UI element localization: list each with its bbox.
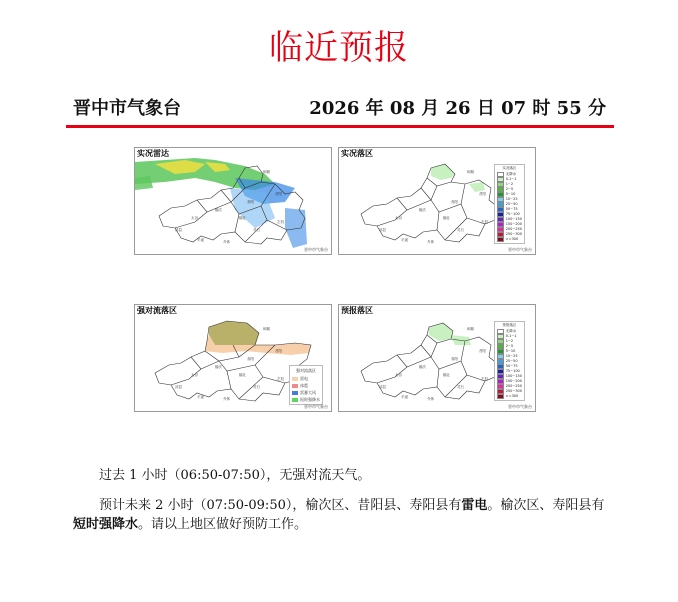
thunder-emphasis: 雷电 (461, 498, 488, 513)
past-hour-text: 过去 1 小时（06:50-07:50），无强对流天气。 (99, 468, 371, 483)
district-label: 昔阳 (275, 349, 282, 353)
district-label: 左权 (481, 377, 488, 381)
convective-legend-items (292, 375, 320, 403)
district-label: 昔阳 (479, 192, 486, 196)
district-label: 寿阳 (247, 200, 254, 204)
legend-swatch (292, 377, 298, 381)
district-label: 左权 (277, 220, 284, 224)
legend-label: 无降水 (505, 329, 517, 333)
forecast-legend-items (497, 329, 522, 399)
district-label: 介休 (223, 240, 230, 244)
district-label: 平遥 (401, 395, 408, 399)
forecast-legend (494, 321, 525, 401)
observed-panel (338, 147, 536, 255)
legend-item (292, 382, 320, 389)
convective-legend-title: 强对流落区 (296, 368, 316, 373)
district-label: 和顺 (263, 170, 270, 174)
forecast-summary (73, 496, 613, 534)
legend-label: 75~100 (505, 369, 520, 373)
district-label: 太谷 (191, 216, 198, 220)
district-label: 榆次 (419, 208, 426, 212)
legend-item (292, 389, 320, 396)
legend-swatch (497, 394, 504, 399)
legend-label: 50~75 (505, 364, 518, 368)
district-label: 榆社 (239, 216, 246, 220)
convective-panel-credit: 晋中市气象台 (304, 404, 328, 409)
forecast-text-e: 。请以上地区做好预防工作。 (138, 517, 308, 532)
legend-label: >=300 (505, 237, 519, 241)
forecast-legend-title: 预报落区 (502, 323, 517, 327)
district-label: 灵石 (253, 228, 260, 232)
radar-panel (134, 147, 332, 255)
forecast-panel (338, 304, 536, 412)
district-label: 祁县 (175, 228, 182, 232)
legend-label: 100~150 (505, 217, 522, 221)
district-label: 介休 (427, 240, 434, 244)
legend-label: 75~100 (505, 212, 520, 216)
forecast-text-a: 预计未来 2 小时（07:50-09:50），榆次区、昔阳县、寿阳县有 (99, 498, 462, 513)
legend-label: 50~75 (505, 207, 518, 211)
legend-label: 雷电 (300, 376, 308, 381)
district-label: 太谷 (191, 373, 198, 377)
page-title: 临近预报 (269, 28, 409, 68)
district-label: 榆次 (215, 365, 222, 369)
legend-label: 短时强降水 (300, 397, 320, 402)
legend-label: 25~50 (505, 202, 518, 206)
district-label: 介休 (427, 397, 434, 401)
legend-label: 2~5 (505, 344, 514, 348)
legend-label: 250~300 (505, 232, 522, 236)
convective-legend (289, 365, 323, 405)
issue-datetime: 2026 年 08 月 26 日 07 时 55 分 (309, 98, 606, 119)
district-label: 寿阳 (451, 357, 458, 361)
observed-legend-items (497, 172, 522, 242)
radar-panel-credit: 晋中市气象台 (304, 247, 328, 252)
district-label: 榆次 (419, 365, 426, 369)
legend-label: 10~25 (505, 197, 518, 201)
past-hour-summary (73, 466, 613, 485)
district-label: 左权 (481, 220, 488, 224)
district-label: 平遥 (197, 395, 204, 399)
legend-label: 200~250 (505, 384, 522, 388)
district-label: 平遥 (401, 238, 408, 242)
district-label: 昔阳 (275, 192, 282, 196)
district-label: 和顺 (467, 327, 474, 331)
observed-legend (494, 164, 525, 244)
radar-panel-title: 实况雷达 (137, 149, 169, 158)
legend-label: 150~200 (505, 222, 522, 226)
observed-panel-credit: 晋中市气象台 (508, 247, 532, 252)
heavy-rain-emphasis: 短时强降水 (73, 517, 139, 532)
issuing-office: 晋中市气象台 (73, 98, 181, 119)
legend-label: 150~200 (505, 379, 522, 383)
legend-swatch (497, 237, 504, 242)
legend-item (292, 375, 320, 382)
radar-echo-layer (135, 158, 307, 248)
legend-label: 5~10 (505, 192, 516, 196)
district-label: 榆社 (443, 216, 450, 220)
convective-panel-title: 强对流落区 (137, 306, 177, 315)
district-label: 榆次 (215, 208, 222, 212)
legend-label: 25~50 (505, 359, 518, 363)
legend-label: 冰雹 (300, 383, 308, 388)
observed-panel-title: 实况落区 (341, 149, 373, 158)
legend-label: 250~300 (505, 389, 522, 393)
legend-label: >=300 (505, 394, 519, 398)
legend-label: 雷暴大风 (300, 390, 316, 395)
district-label: 榆社 (443, 373, 450, 377)
legend-label: 5~10 (505, 349, 516, 353)
district-label: 灵石 (457, 228, 464, 232)
district-label: 寿阳 (451, 200, 458, 204)
district-label: 祁县 (175, 385, 182, 389)
legend-label: 10~25 (505, 354, 518, 358)
district-label: 灵石 (253, 385, 260, 389)
legend-swatch (292, 398, 298, 402)
district-label: 昔阳 (479, 349, 486, 353)
district-label: 祁县 (379, 228, 386, 232)
legend-label: 200~250 (505, 227, 522, 231)
district-label: 榆社 (239, 373, 246, 377)
legend-label: 0.1~1 (505, 334, 517, 338)
legend-item (497, 394, 522, 399)
red-divider (66, 125, 614, 128)
legend-swatch (292, 384, 298, 388)
district-label: 平遥 (197, 238, 204, 242)
legend-label: 1~2 (505, 182, 514, 186)
forecast-text-c: 。榆次区、寿阳县有 (487, 498, 605, 513)
district-label: 左权 (277, 377, 284, 381)
radar-map (135, 148, 331, 254)
legend-item (292, 396, 320, 403)
district-label: 祁县 (379, 385, 386, 389)
district-label: 寿阳 (247, 357, 254, 361)
observed-legend-title: 实况落区 (502, 166, 517, 170)
legend-label: 无降水 (505, 172, 517, 176)
district-label: 灵石 (457, 385, 464, 389)
forecast-panel-credit: 晋中市气象台 (508, 404, 532, 409)
convective-panel (134, 304, 332, 412)
legend-label: 0.1~1 (505, 177, 517, 181)
legend-swatch (292, 391, 298, 395)
legend-label: 2~5 (505, 187, 514, 191)
legend-item (497, 237, 522, 242)
legend-label: 1~2 (505, 339, 514, 343)
district-label: 太谷 (395, 373, 402, 377)
district-label: 和顺 (263, 327, 270, 331)
district-label: 介休 (223, 397, 230, 401)
legend-label: 100~150 (505, 374, 522, 378)
district-label: 和顺 (467, 170, 474, 174)
forecast-panel-title: 预报落区 (341, 306, 373, 315)
district-label: 太谷 (395, 216, 402, 220)
